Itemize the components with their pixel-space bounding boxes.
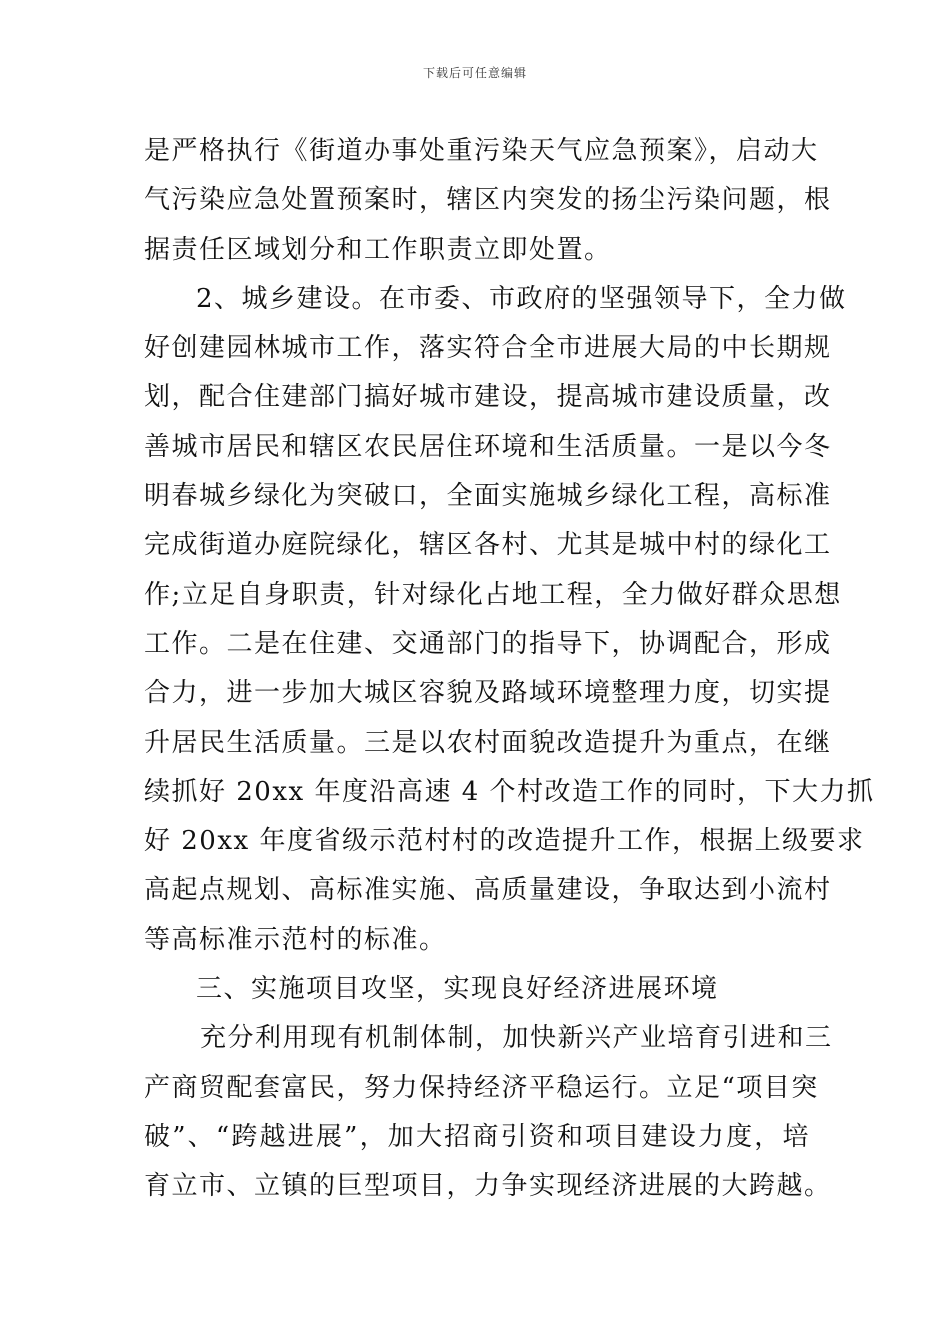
text-line: 续抓好 20xx 年度沿高速 4 个村改造工作的同时，下大力抓 (144, 776, 875, 807)
text-line: 完成街道办庭院绿化，辖区各村、尤其是城中村的绿化工 (144, 530, 832, 561)
page-header: 下载后可任意编辑 (422, 66, 527, 80)
text-line: 产商贸配套富民，努力保持经济平稳运行。立足“项目突 (144, 1072, 819, 1103)
text-line: 充分利用现有机制体制，加快新兴产业培育引进和三 (200, 1023, 833, 1054)
text-line: 划，配合住建部门搞好城市建设，提高城市建设质量，改 (144, 382, 832, 413)
text-line: 工作。二是在住建、交通部门的指导下，协调配合，形成 (144, 628, 832, 659)
text-line: 升居民生活质量。三是以农村面貌改造提升为重点，在继 (144, 727, 832, 758)
text-line: 合力，进一步加大城区容貌及路域环境整理力度，切实提 (144, 678, 832, 709)
text-line: 破”、“跨越进展”，加大招商引资和项目建设力度，培 (144, 1121, 810, 1152)
section-heading-projects: 三、实施项目攻坚，实现良好经济进展环境 (196, 974, 719, 1005)
text-line: 好 20xx 年度省级示范村村的改造提升工作，根据上级要求 (144, 826, 865, 857)
text-line: 气污染应急处置预案时，辖区内突发的扬尘污染问题，根 (144, 185, 832, 216)
text-line: 是严格执行《街道办事处重污染天气应急预案》，启动大 (144, 136, 819, 166)
text-line: 等高标准示范村的标准。 (144, 924, 447, 955)
text-line: 明春城乡绿化为突破口，全面实施城乡绿化工程，高标准 (144, 481, 832, 512)
text-line: 高起点规划、高标准实施、高质量建设，争取达到小流村 (144, 875, 832, 906)
text-line: 好创建园林城市工作，落实符合全市进展大局的中长期规 (144, 333, 832, 364)
text-line: 作;立足自身职责，针对绿化占地工程，全力做好群众思想 (144, 579, 842, 610)
text-line: 据责任区域划分和工作职责立即处置。 (144, 234, 612, 265)
text-line: 育立市、立镇的巨型项目，力争实现经济进展的大跨越。 (144, 1171, 832, 1202)
text-line: 善城市居民和辖区农民居住环境和生活质量。一是以今冬 (144, 431, 832, 462)
section-heading-city-rural: 2、城乡建设。在市委、市政府的坚强领导下，全力做 (196, 283, 847, 314)
document-body (144, 127, 875, 1212)
